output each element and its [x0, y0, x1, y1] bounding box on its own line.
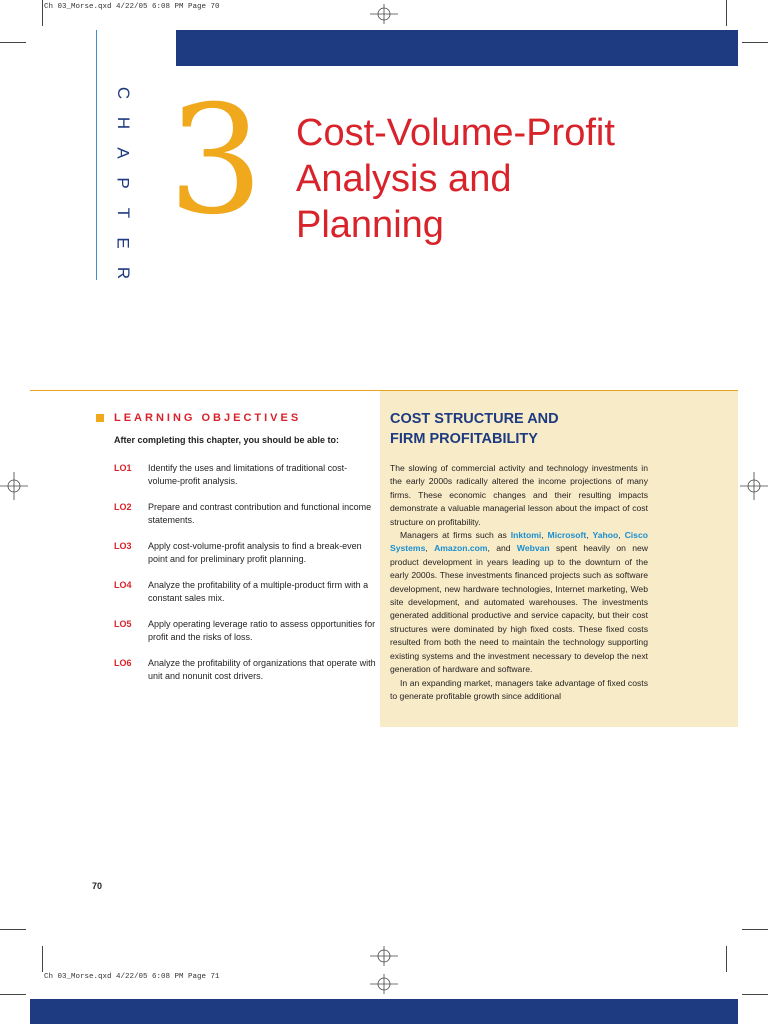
separator: , and: [487, 543, 517, 554]
print-slug-bottom: Ch 03_Morse.qxd 4/22/05 6:08 PM Page 71: [44, 973, 220, 981]
objective-code: LO5: [114, 619, 132, 629]
company-name: Cisco Systems: [390, 530, 648, 554]
paragraph-text: Managers at firms such as: [400, 530, 511, 541]
learning-objective-item: [114, 540, 376, 566]
company-name: Webvan: [516, 543, 550, 554]
learning-objectives-intro: After completing this chapter, you should be able to:: [114, 435, 340, 445]
chapter-title-line: Analysis and: [296, 158, 512, 200]
objective-code: LO6: [114, 658, 132, 668]
learning-objective-item: [114, 501, 376, 527]
square-bullet-icon: [96, 414, 104, 422]
separator: ,: [618, 530, 625, 541]
objective-text: Identify the uses and limitations of traditional cost-volume-profit analysis.: [148, 463, 348, 486]
separator: ,: [425, 543, 435, 554]
registration-mark-bottom-icon: [370, 946, 398, 994]
objective-code: LO1: [114, 463, 132, 473]
next-page-header-bar: [30, 999, 738, 1024]
chapter-title: [296, 110, 716, 248]
chapter-title-line: Cost-Volume-Profit: [296, 112, 615, 154]
feature-box-body: [390, 462, 648, 703]
learning-objective-item: [114, 462, 376, 488]
company-name: Inktomi: [510, 530, 542, 541]
separator: ,: [586, 530, 593, 541]
objective-code: LO2: [114, 502, 132, 512]
learning-objectives-heading: [96, 412, 301, 424]
chapter-label-letter: P: [114, 177, 133, 189]
objective-text: Apply operating leverage ratio to assess opportunities for profit and the risks of loss.: [148, 619, 376, 642]
learning-objective-item: [114, 579, 376, 605]
separator: ,: [541, 530, 548, 541]
header-bar: [176, 30, 738, 66]
feature-paragraph: The slowing of commercial activity and technology investments in the early 2000s radically altered the income projections of many firms. These economic changes and their resulting impacts demonstrate a valuable managerial lesson about the impact of cost structure on profitability.: [390, 463, 648, 527]
objective-text: Apply cost-volume-profit analysis to find a break-even point and for preliminary profit planning.: [148, 541, 362, 564]
chapter-label-letter: C: [114, 86, 133, 100]
learning-objective-item: [114, 618, 376, 644]
chapter-label-letter: H: [114, 116, 133, 130]
objective-text: Analyze the profitability of a multiple-product firm with a constant sales mix.: [148, 580, 369, 603]
objective-text: Analyze the profitability of organizations that operate with unit and nonunit cost drivers.: [148, 658, 376, 681]
chapter-label-rule: [96, 30, 97, 280]
chapter-label-letter: A: [114, 147, 133, 159]
chapter-label-letter: R: [114, 266, 133, 280]
registration-mark-top-icon: [370, 4, 398, 24]
registration-mark-right-icon: [740, 472, 768, 500]
feature-paragraph: [390, 529, 648, 676]
chapter-title-line: Planning: [296, 204, 444, 246]
learning-objectives-list: [114, 462, 376, 696]
chapter-label-letter: T: [113, 207, 133, 219]
company-name: Yahoo: [592, 530, 619, 541]
company-name: Amazon.com: [434, 543, 488, 554]
learning-objective-item: [114, 657, 376, 683]
chapter-label: [110, 78, 136, 288]
chapter-number: 3: [168, 74, 264, 248]
chapter-label-letter: E: [114, 237, 133, 249]
learning-objectives-title: LEARNING OBJECTIVES: [114, 412, 302, 424]
page-number: 70: [92, 881, 103, 891]
feature-paragraph: In an expanding market, managers take advantage of fixed costs to generate profitable growth since additional: [390, 677, 648, 701]
feature-box-heading: [390, 409, 730, 449]
feature-heading-line: COST STRUCTURE AND: [390, 411, 559, 427]
feature-heading-line: FIRM PROFITABILITY: [390, 431, 538, 447]
paragraph-text: spent heavily on new product development in years leading up to the downturn of the early 2000s. These investments financed projects such as software development, new hardware technologies, Internet marketing, Web site development, and automated warehouses. The investments generated additional productive and service capacity, but their cost structures were dominated by high fixed costs. These fixed costs resulted from both the need to maintain the technology supporting existing systems and the investment necessary to develop the next generation of hardware and software.: [390, 543, 648, 675]
registration-mark-left-icon: [0, 472, 28, 500]
company-name: Microsoft: [547, 530, 587, 541]
objective-code: LO3: [114, 541, 132, 551]
print-slug-top: Ch 03_Morse.qxd 4/22/05 6:08 PM Page 70: [44, 3, 220, 11]
objective-text: Prepare and contrast contribution and functional income statements.: [148, 502, 372, 525]
objective-code: LO4: [114, 580, 132, 590]
